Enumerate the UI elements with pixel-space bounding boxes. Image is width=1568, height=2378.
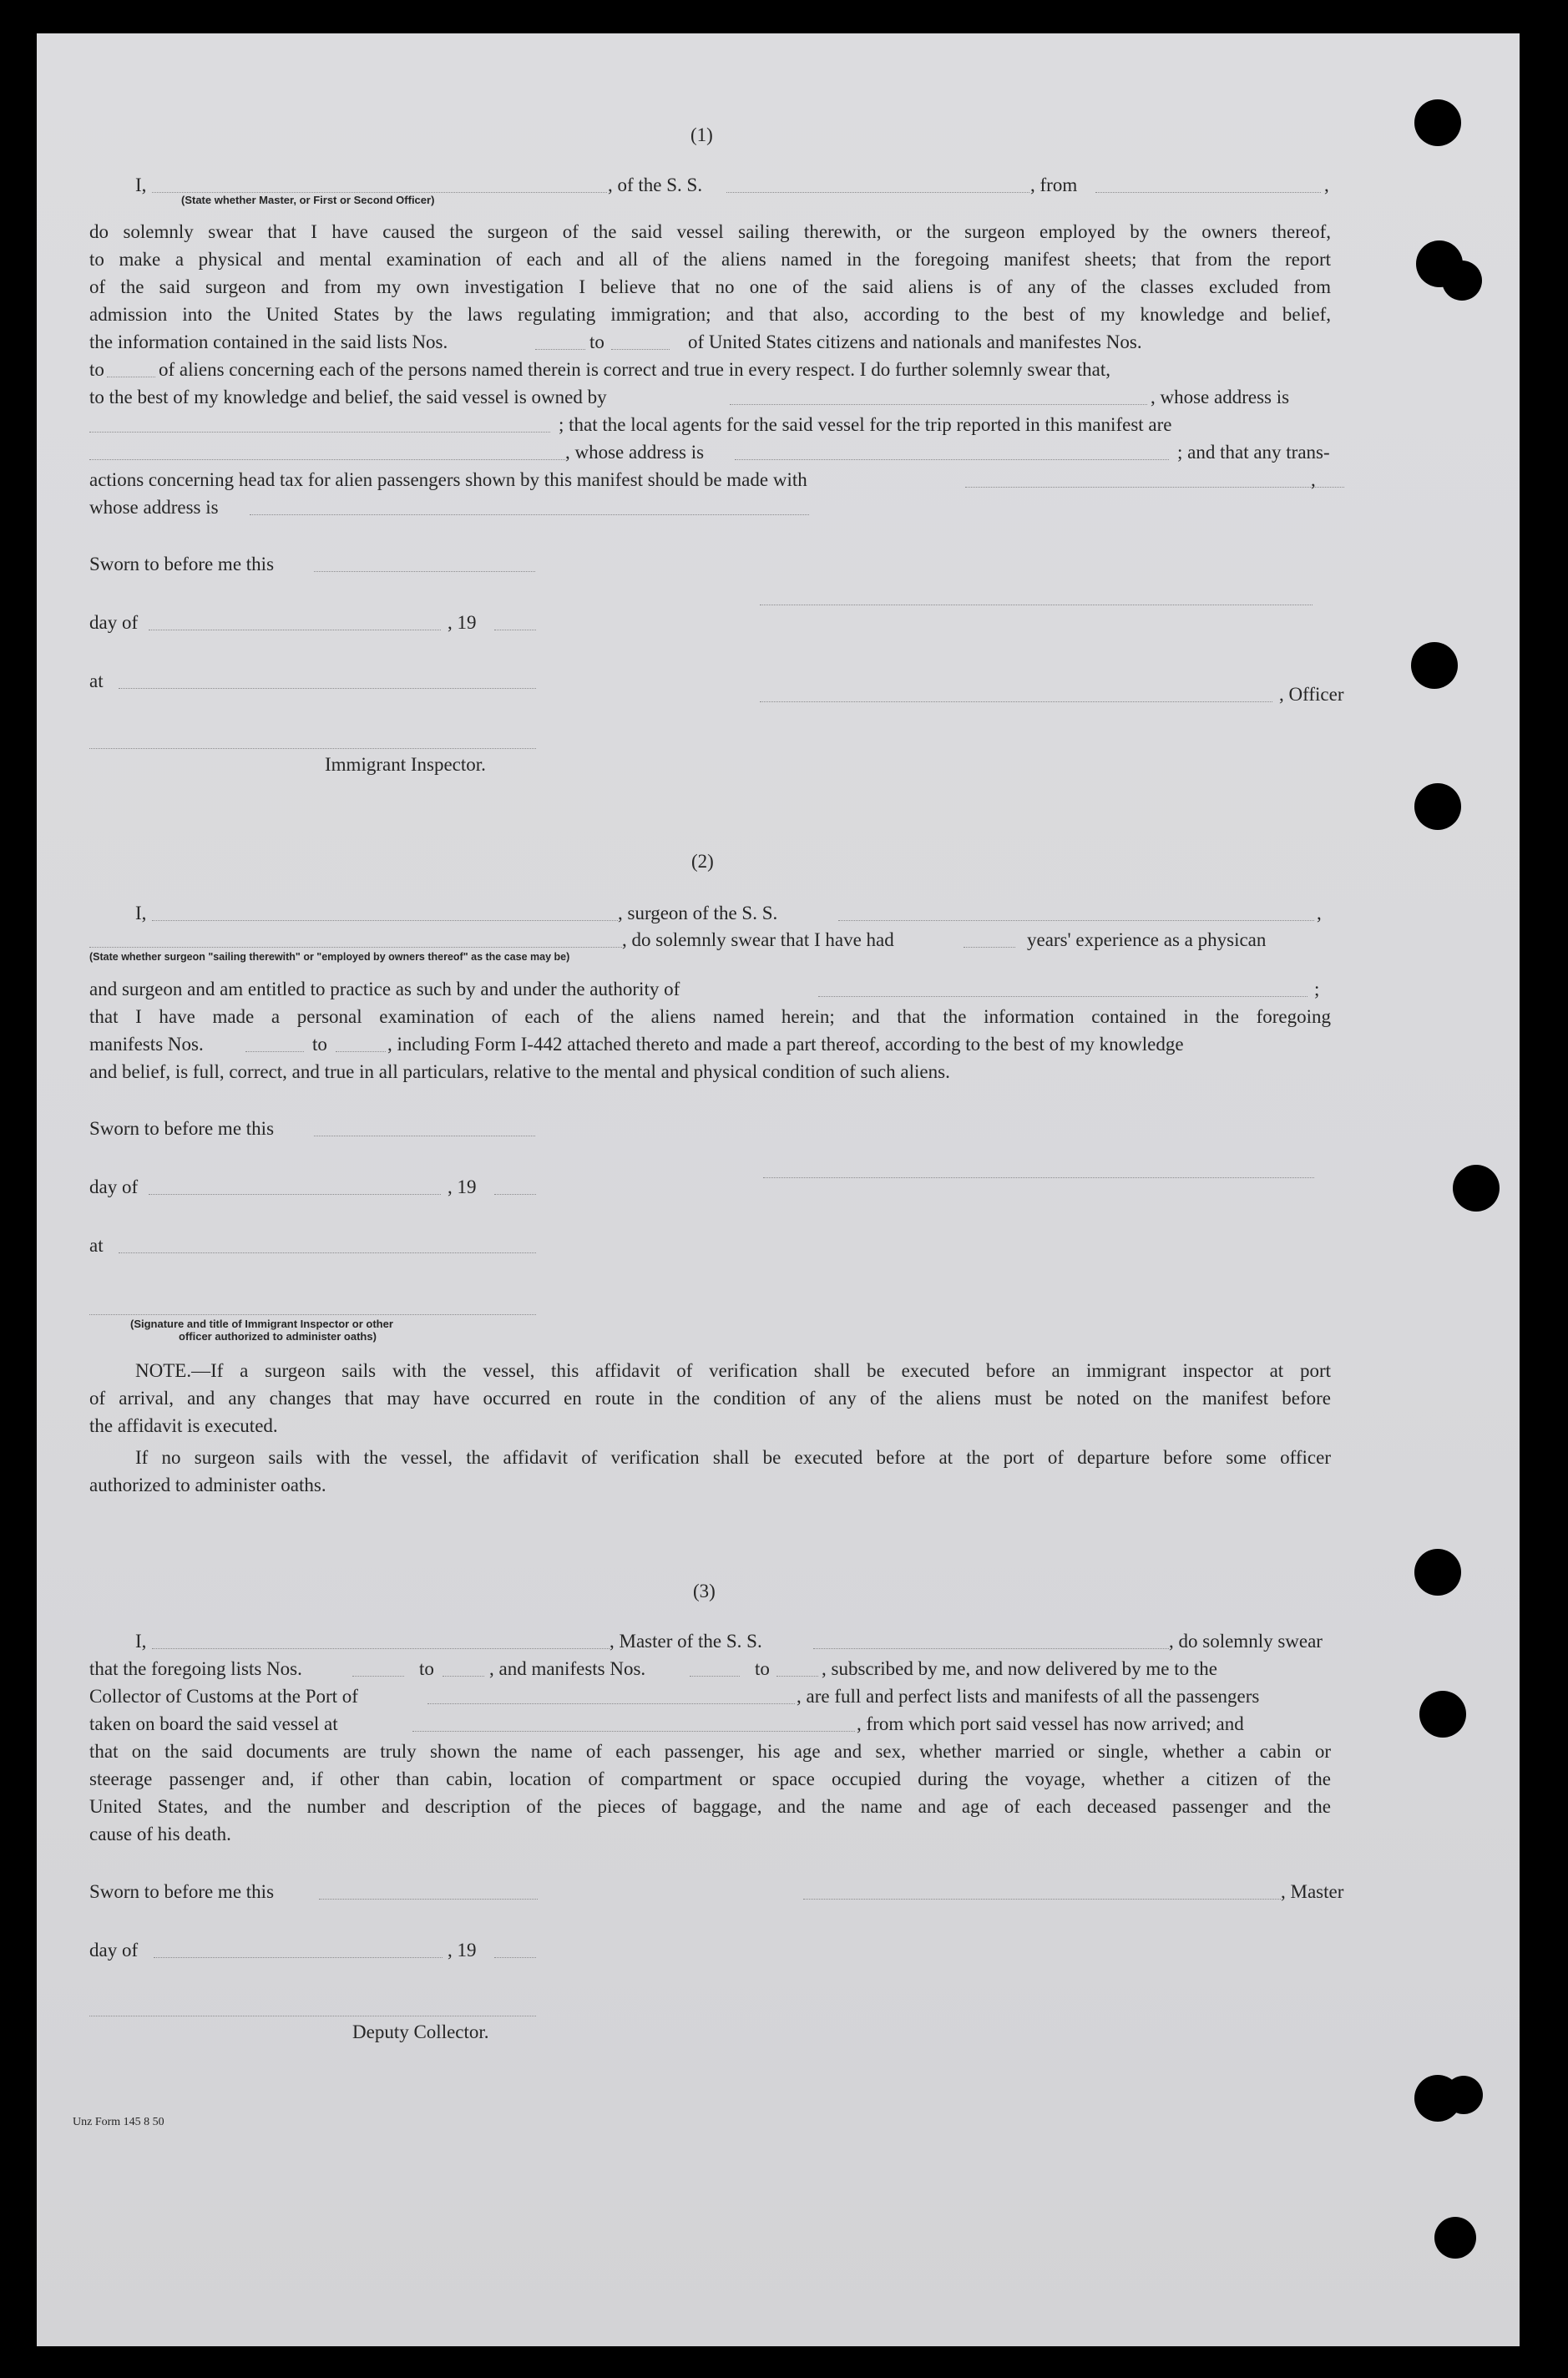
punch-hole	[1442, 261, 1482, 301]
s1-from-port-field[interactable]	[1095, 192, 1321, 193]
s2-line6: and belief, is full, correct, and true in all particulars, relative to the mental and physical condition of such aliens.	[89, 1061, 950, 1082]
s2-signature-note-1: (Signature and title of Immigrant Inspector or other	[130, 1318, 393, 1330]
section-2-number: (2)	[691, 851, 714, 872]
s3-year-field[interactable]	[494, 1957, 536, 1958]
s1-agents-field[interactable]	[89, 459, 565, 460]
s1-para-line-1: do solemnly swear that I have caused the surgeon of the said vessel sailing therewith, or the surgeon employed by the owners thereof,	[89, 221, 1331, 242]
s1-officer-label: , Officer	[1279, 684, 1344, 705]
s1-inspector-label: Immigrant Inspector.	[325, 754, 486, 775]
s3-line2-c: , and manifests Nos.	[489, 1658, 646, 1679]
s3-deputy-label: Deputy Collector.	[352, 2021, 489, 2042]
s1-officer-note: (State whether Master, or First or Second Officer)	[181, 194, 435, 206]
s2-note-line-2: of arrival, and any changes that may have occurred en route in the condition of any of the aliens must be noted on the manifest before	[89, 1388, 1331, 1409]
s1-line7-a: to the best of my knowledge and belief, the said vessel is owned by	[89, 387, 607, 407]
s1-para-line-2: to make a physical and mental examination of each and all of the aliens named in the foregoing manifest sheets; that from the report	[89, 249, 1331, 270]
s2-i-label: I,	[135, 903, 147, 923]
s2-inspector-signature-field[interactable]	[89, 1314, 536, 1315]
s3-para-last: cause of his death.	[89, 1824, 231, 1844]
s2-signature-line[interactable]	[763, 1177, 1314, 1178]
s2-day-of-field[interactable]	[149, 1194, 441, 1195]
punch-hole	[1414, 783, 1461, 830]
s3-vessel-name-field[interactable]	[813, 1648, 1169, 1649]
s1-para-line-4: admission into the United States by the laws regulating immigration; and that also, according to the best of my knowledge and belief,	[89, 304, 1331, 325]
s3-master-signature-field[interactable]	[803, 1899, 1281, 1900]
form-number-footer: Unz Form 145 8 50	[73, 2116, 164, 2128]
s3-para-line-1: that on the said documents are truly shown the name of each passenger, his age and sex, whether married or single, whether a cabin or	[89, 1741, 1331, 1762]
s3-line4-b: , from which port said vessel has now arrived; and	[857, 1713, 1244, 1734]
s3-master-label: , Master	[1281, 1881, 1344, 1902]
s3-master-name-field[interactable]	[152, 1648, 609, 1649]
s1-line11: whose address is	[89, 497, 219, 518]
section-3-number: (3)	[693, 1581, 716, 1601]
s2-surgeon-of: , surgeon of the S. S.	[618, 903, 778, 923]
punch-hole	[1444, 2076, 1483, 2114]
s3-para-line-3: United States, and the number and description of the pieces of baggage, and the name and age of each deceased passenger and the	[89, 1796, 1331, 1817]
s3-master-of: , Master of the S. S.	[609, 1631, 762, 1652]
punch-hole	[1419, 1691, 1466, 1738]
s2-day-of: day of	[89, 1176, 139, 1197]
s2-surgeon-type-field[interactable]	[89, 947, 622, 948]
s1-lists-from-field[interactable]	[535, 349, 585, 350]
s2-line4: that I have made a personal examination of each of the aliens named herein; and that the information contained in the foregoing	[89, 1006, 1331, 1027]
s2-line3: and surgeon and am entitled to practice as such by and under the authority of	[89, 979, 680, 999]
s1-head-tax-address-field[interactable]	[250, 514, 809, 515]
s1-para-line-3: of the said surgeon and from my own investigation I believe that no one of the said aliens is of any of the classes excluded from	[89, 276, 1331, 297]
s1-head-tax-field[interactable]	[965, 487, 1344, 488]
s3-year: , 19	[448, 1940, 477, 1961]
s3-line2-b: to	[419, 1658, 434, 1679]
s2-line5-b: to	[312, 1034, 327, 1055]
s1-line5-b: to	[589, 331, 604, 352]
s2-at: at	[89, 1235, 104, 1256]
punch-hole	[1414, 1549, 1461, 1596]
s1-comma: ,	[1324, 175, 1329, 195]
s3-day-of-field[interactable]	[154, 1957, 443, 1958]
s2-year: , 19	[448, 1176, 477, 1197]
s1-owner-address-field[interactable]	[89, 432, 550, 433]
s3-lists-from-field[interactable]	[352, 1676, 404, 1677]
s1-day-of: day of	[89, 612, 139, 633]
form-page	[37, 33, 1520, 2346]
s3-para-line-2: steerage passenger and, if other than cabin, location of compartment or space occupied during the voyage, whether a citizen of the	[89, 1768, 1331, 1789]
s2-years-field[interactable]	[964, 947, 1015, 948]
s3-line3-a: Collector of Customs at the Port of	[89, 1686, 358, 1707]
s2-manifests-from-field[interactable]	[245, 1051, 304, 1052]
s2-authority-field[interactable]	[818, 996, 1308, 997]
s3-sworn-day-field[interactable]	[319, 1899, 538, 1900]
s1-officer-name-field[interactable]	[152, 192, 607, 193]
punch-hole	[1434, 2217, 1476, 2259]
s1-line7-b: , whose address is	[1151, 387, 1290, 407]
s1-sworn: Sworn to before me this	[89, 554, 275, 574]
s2-note-line-1: NOTE.—If a surgeon sails with the vessel, this affidavit of verification shall be executed before an immigrant inspector at port	[135, 1360, 1331, 1381]
s2-comma: ,	[1317, 903, 1322, 923]
s3-swear: , do solemnly swear	[1169, 1631, 1323, 1652]
s1-from: , from	[1030, 175, 1078, 195]
s1-agents-address-field[interactable]	[735, 459, 1169, 460]
s1-year: , 19	[448, 612, 477, 633]
s2-note-line-3: the affidavit is executed.	[89, 1415, 278, 1436]
section-1-number: (1)	[690, 124, 713, 145]
s1-line6-a: to	[89, 359, 104, 380]
s2-manifests-to-field[interactable]	[336, 1051, 386, 1052]
s1-line5-c: of United States citizens and nationals and manifestes Nos.	[688, 331, 1142, 352]
s3-sworn: Sworn to before me this	[89, 1881, 275, 1902]
s1-lists-to-field[interactable]	[611, 349, 670, 350]
s3-line4-a: taken on board the said vessel at	[89, 1713, 338, 1734]
s1-line6-b: of aliens concerning each of the persons named therein is correct and true in every respect. I do further solemnly swear that,	[159, 359, 1110, 380]
s3-line2-e: , subscribed by me, and now delivered by me to the	[822, 1658, 1217, 1679]
s3-port-field[interactable]	[427, 1703, 795, 1704]
s1-at-field[interactable]	[119, 688, 536, 689]
punch-hole	[1414, 99, 1461, 146]
s1-line8: ; that the local agents for the said vessel for the trip reported in this manifest are	[559, 414, 1172, 435]
punch-hole	[1411, 642, 1458, 689]
s1-sworn-day-field[interactable]	[314, 571, 535, 572]
s3-boarding-port-field[interactable]	[412, 1731, 855, 1732]
s1-of-the-ss: , of the S. S.	[608, 175, 703, 195]
s1-line10-b: ,	[1311, 469, 1316, 490]
s3-day-of: day of	[89, 1940, 139, 1961]
s1-vessel-name-field[interactable]	[726, 192, 1029, 193]
s1-inspector-signature-field[interactable]	[89, 748, 536, 749]
s2-sworn: Sworn to before me this	[89, 1118, 275, 1139]
s2-note2-line-1: If no surgeon sails with the vessel, the affidavit of verification shall be executed before at the port of departure before some officer	[135, 1447, 1331, 1468]
s1-owner-field[interactable]	[730, 404, 1147, 405]
s1-line5-a: the information contained in the said lists Nos.	[89, 331, 448, 352]
s2-semicolon: ;	[1314, 979, 1320, 999]
s1-officer-signature-field[interactable]	[760, 701, 1272, 702]
s1-i-label: I,	[135, 175, 147, 195]
s1-line9-b: ; and that any trans-	[1177, 442, 1330, 463]
s2-line5-c: , including Form I-442 attached thereto and made a part thereof, according to the best of my knowledge	[387, 1034, 1184, 1055]
s2-vessel-name-field[interactable]	[838, 920, 1314, 921]
s3-lists-to-field[interactable]	[443, 1676, 484, 1677]
punch-hole	[1453, 1165, 1500, 1212]
s3-line2-d: to	[755, 1658, 770, 1679]
s2-year-field[interactable]	[494, 1194, 536, 1195]
s2-note2-line-2: authorized to administer oaths.	[89, 1475, 326, 1495]
s2-at-field[interactable]	[119, 1252, 536, 1253]
s3-manifests-from-field[interactable]	[690, 1676, 740, 1677]
s2-line5-a: manifests Nos.	[89, 1034, 204, 1055]
s2-swear-b: years' experience as a physican	[1027, 929, 1267, 950]
s3-line3-b: , are full and perfect lists and manifests of all the passengers	[797, 1686, 1260, 1707]
s1-line9-a: , whose address is	[565, 442, 705, 463]
s1-at: at	[89, 670, 104, 691]
s3-manifests-to-field[interactable]	[776, 1676, 818, 1677]
s2-surgeon-note: (State whether surgeon "sailing therewith" or "employed by owners thereof" as the case may be)	[89, 951, 570, 963]
s1-line10-a: actions concerning head tax for alien passengers shown by this manifest should be made with	[89, 469, 807, 490]
s3-line2-a: that the foregoing lists Nos.	[89, 1658, 302, 1679]
s2-surgeon-name-field[interactable]	[152, 920, 618, 921]
s3-i-label: I,	[135, 1631, 147, 1652]
s2-signature-note-2: officer authorized to administer oaths)	[179, 1330, 377, 1343]
s2-swear-a: , do solemnly swear that I have had	[622, 929, 894, 950]
